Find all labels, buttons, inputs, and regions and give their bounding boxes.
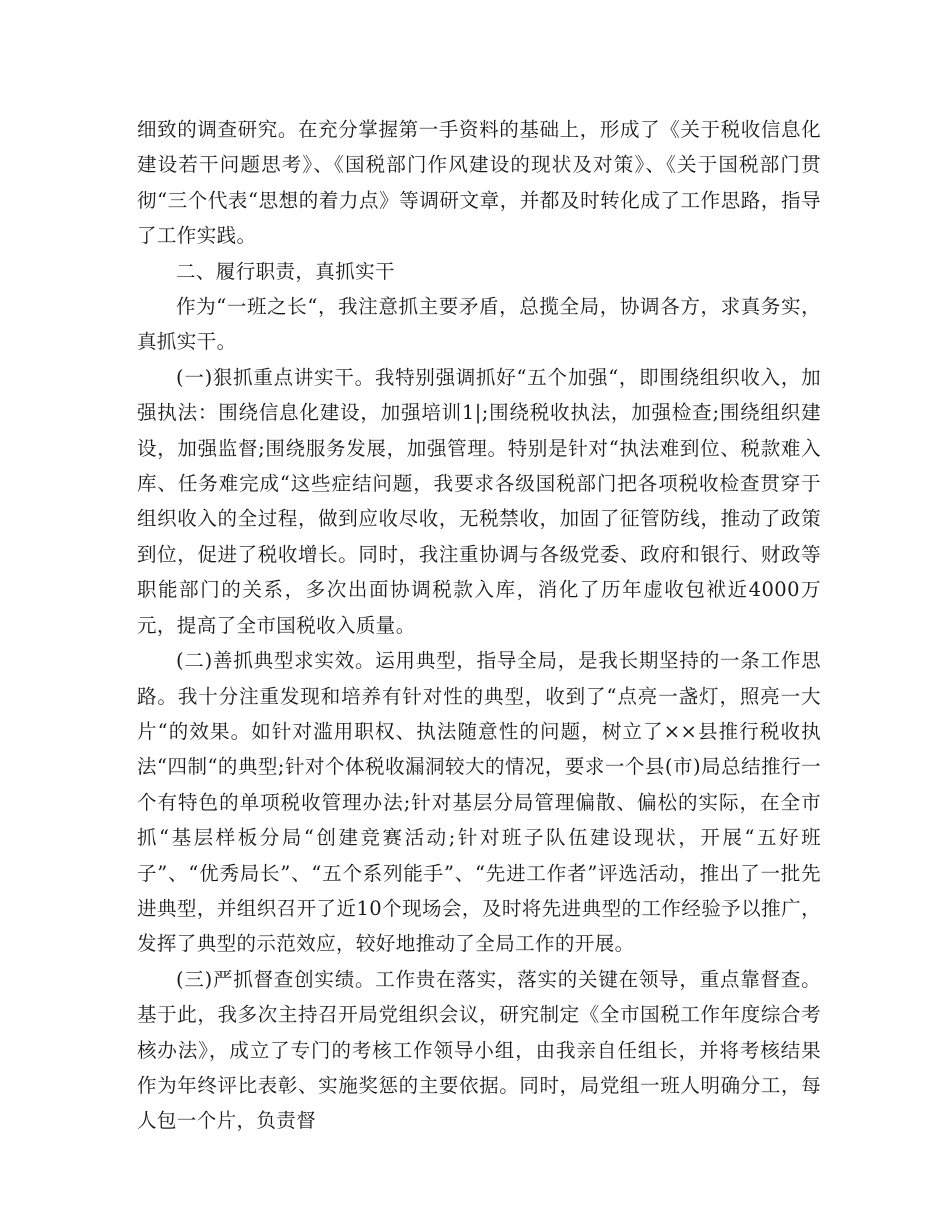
paragraph-supervision: (三)严抓督查创实绩。工作贵在落实，落实的关键在领导，重点靠督查。基于此，我多次主持召开局党组织会议，研究制定《全市国税工作年度综合考核办法》，成立了专门的考核工作领导小组，由我亲自任组长，并将考核结果作为年终评比表彰、实施奖惩的主要依据。同时，局党组一班人明确分工，每人包一个片，负责督 <box>137 967 821 1133</box>
document-body <box>137 112 821 1139</box>
paragraph-leadership: 作为“一班之长“，我注意抓主要矛盾，总揽全局，协调各方，求真务实，真抓实干。 <box>137 295 821 354</box>
paragraph-research-summary: 细致的调查研究。在充分掌握第一手资料的基础上，形成了《关于税收信息化建设若干问题思考》、《国税部门作风建设的现状及对策》、《关于国税部门贯彻“三个代表“思想的着力点》等调研文章，并都及时转化成了工作思路，指导了工作实践。 <box>137 118 821 248</box>
section-heading-duties: 二、履行职责，真抓实干 <box>176 259 395 283</box>
paragraph-key-priorities: (一)狠抓重点讲实干。我特别强调抓好“五个加强“，即围绕组织收入，加强执法：围绕信息化建设，加强培训1|;围绕税收执法，加强检查;围绕组织建设，加强监督;围绕服务发展，加强管理。特别是针对“执法难到位、税款难入库、任务难完成“这些症结问题，我要求各级国税部门把各项税收检查贯穿于组织收入的全过程，做到应收尽收，无税禁收，加固了征管防线，推动了政策到位，促进了税收增长。同时，我注重协调与各级党委、政府和银行、财政等职能部门的关系，多次出面协调税款入库，消化了历年虚收包袱近4000万元，提高了全市国税收入质量。 <box>137 365 821 637</box>
paragraph-model-examples: (二)善抓典型求实效。运用典型，指导全局，是我长期坚持的一条工作思路。我十分注重发现和培养有针对性的典型，收到了“点亮一盏灯，照亮一大片“的效果。如针对滥用职权、执法随意性的问题，树立了××县推行税收执法“四制“的典型;针对个体税收漏洞较大的情况，要求一个县(市)局总结推行一个有特色的单项税收管理办法;针对基层分局管理偏散、偏松的实际，在全市抓“基层样板分局“创建竞赛活动;针对班子队伍建设现状，开展“五好班子”、“优秀局长”、“五个系列能手”、“先进工作者”评选活动，推出了一批先进典型，并组织召开了近10个现场会，及时将先进典型的工作经验予以推广，发挥了典型的示范效应，较好地推动了全局工作的开展。 <box>137 649 821 956</box>
